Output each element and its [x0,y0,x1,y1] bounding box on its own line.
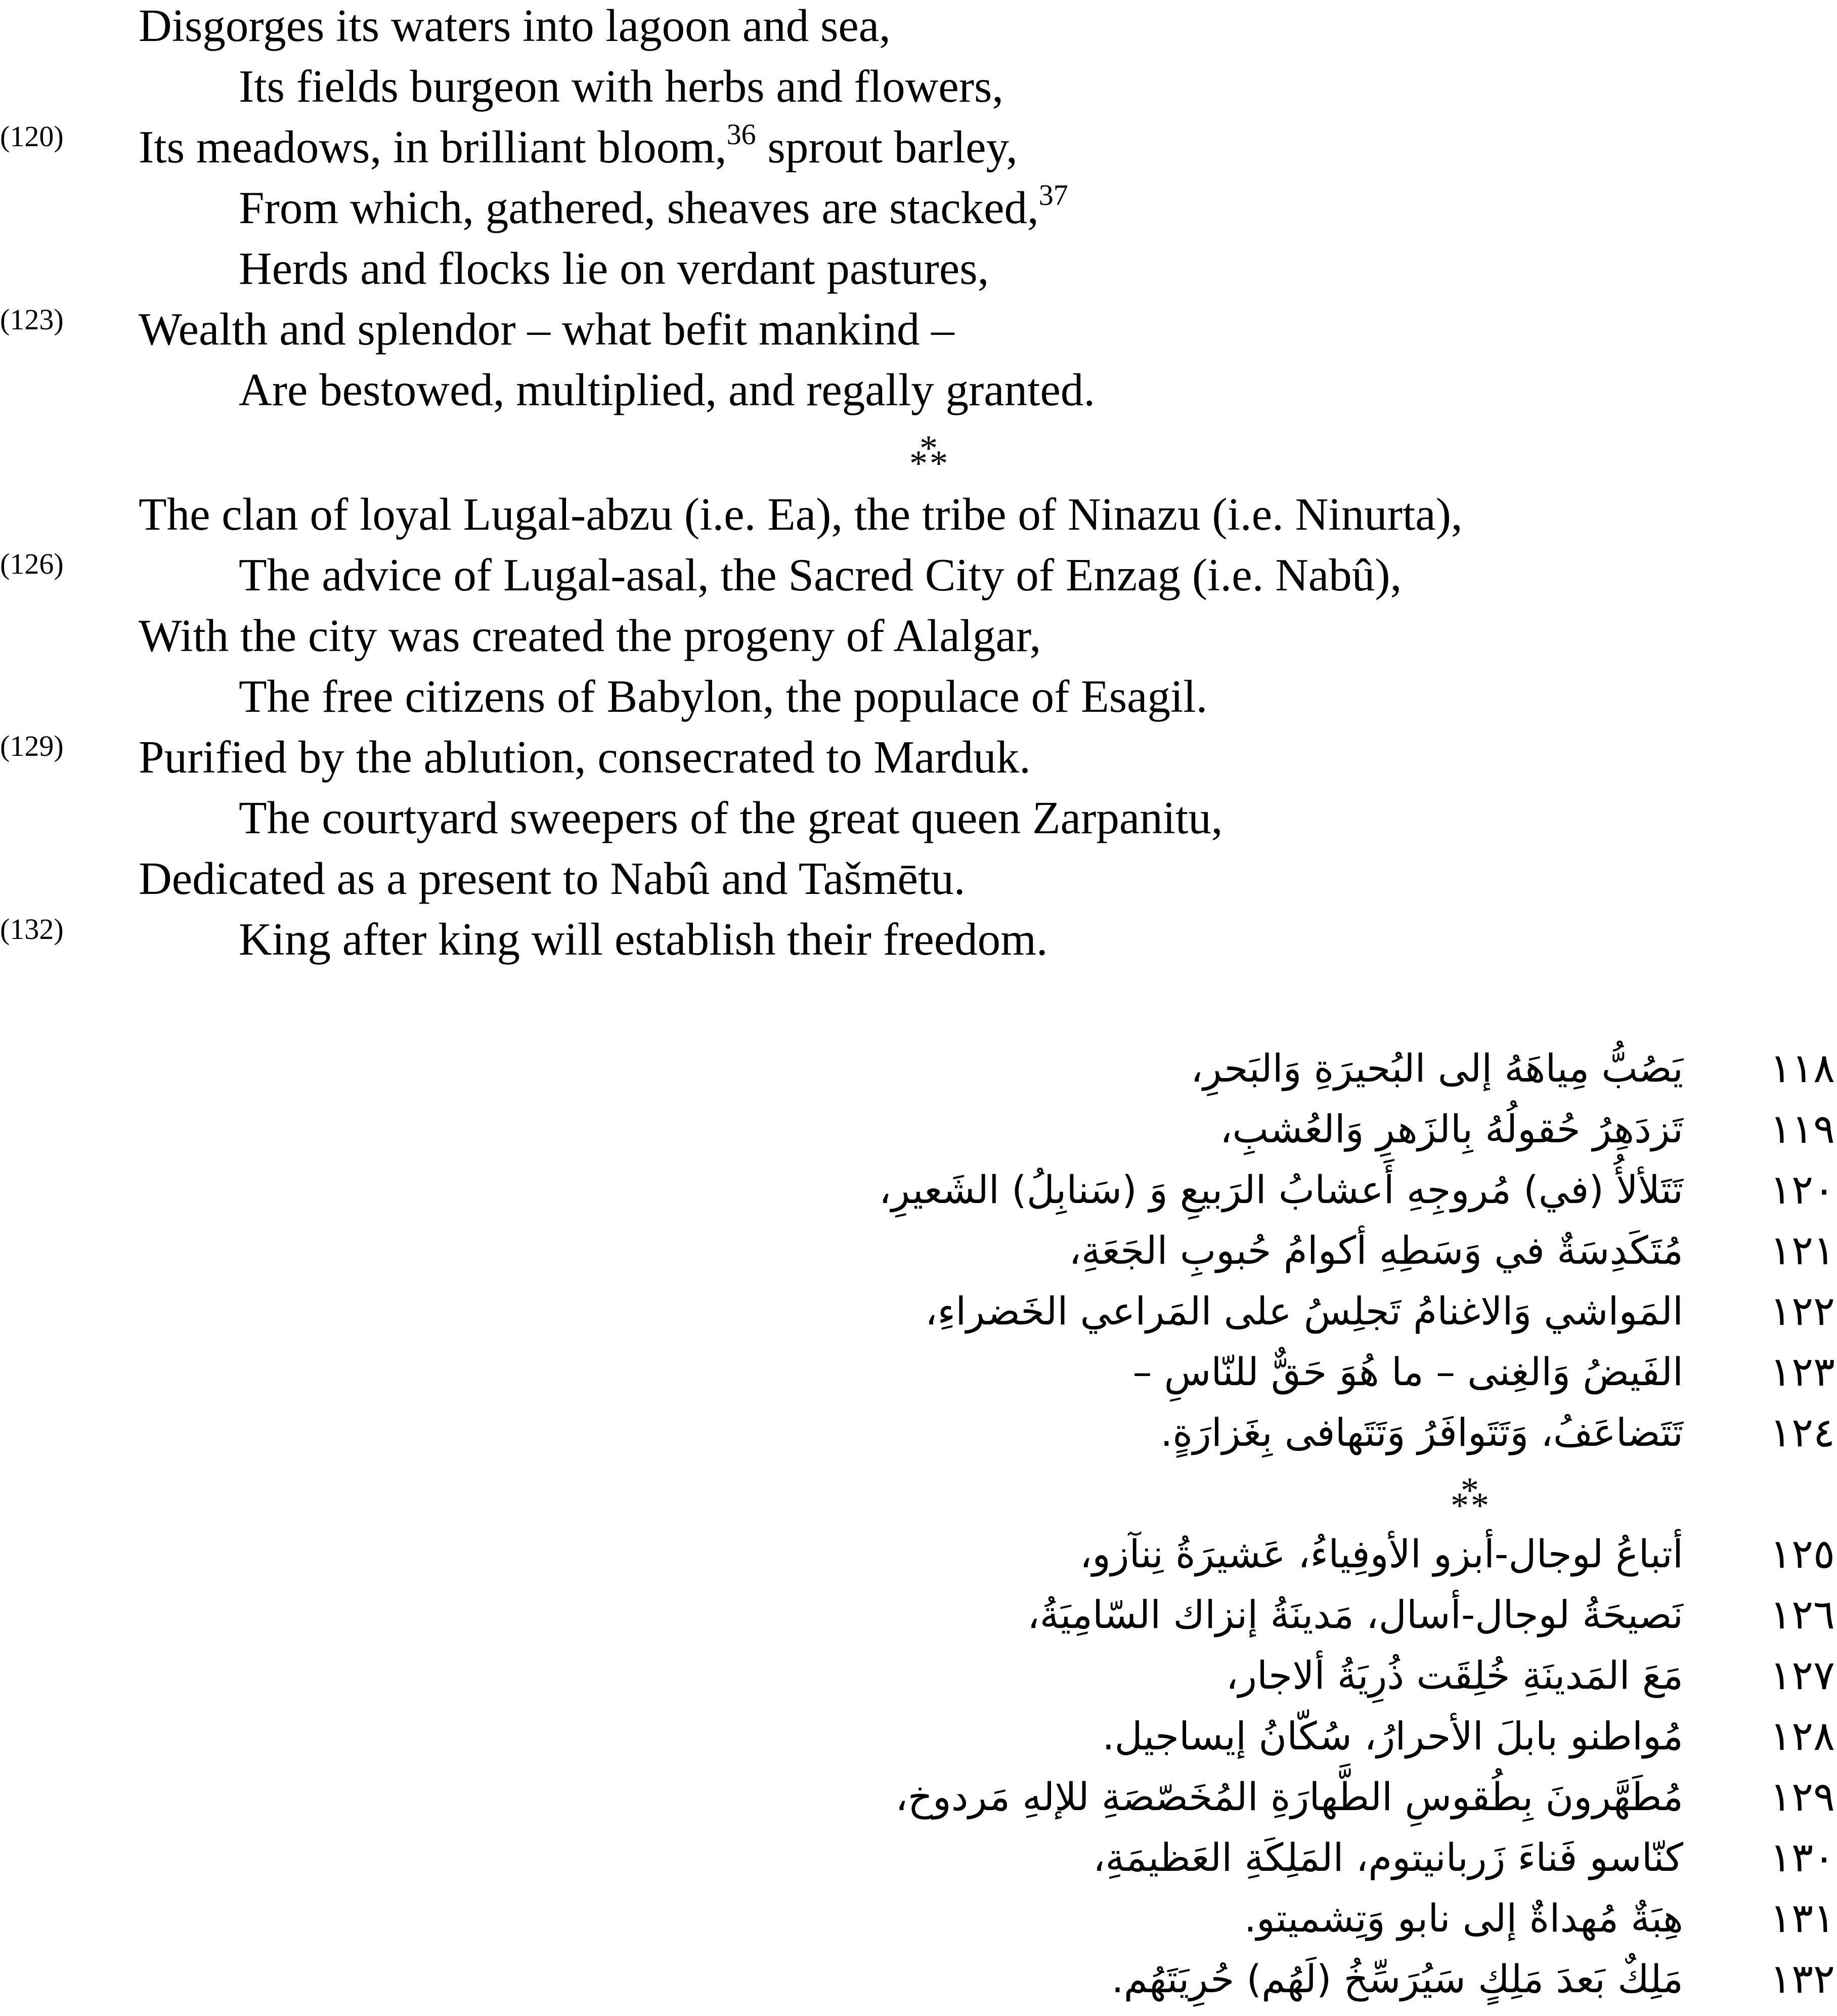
arabic-verse-line: مُطَهَّرونَ بِطُقوسِ الطَّهارَةِ المُخَصّصَةِ للإلهِ مَردوخ، [895,1774,1683,1819]
arabic-line-number: ١٣٢ [1770,1955,1835,2002]
line-number: (123) [0,303,64,336]
verse-text: King after king will establish their freedom. [239,914,1048,965]
verse-text: Purified by the ablution, consecrated to Marduk. [139,732,1031,783]
arabic-verse-line: كنّاسو فَناءَ زَربانيتوم، المَلِكَةِ العَظيمَةِ، [1092,1835,1683,1880]
arabic-verse-line: نَصيحَةُ لوجال-أسال، مَدينَةُ إنزاك السّامِيَةُ، [1027,1592,1683,1637]
arabic-line-number: ١٢٨ [1770,1712,1835,1760]
arabic-line-number: ١٢٢ [1770,1288,1835,1335]
line-number: (132) [0,913,64,946]
verse-text: The advice of Lugal-asal, the Sacred City of Enzag (i.e. Nabû), [239,549,1402,600]
arabic-verse-line: تَتَلألأُ (في) مُروجِهِ أَعشابُ الرَبيعِ وَ (سَنابِلُ) الشَعيرِ، [879,1167,1683,1212]
arabic-verse-line: تَزدَهِرُ حُقولُهُ بِالزَهرِ وَالعُشبِ، [1219,1106,1683,1151]
verse-line [139,727,1031,788]
verse-line [239,56,1003,117]
verse-text: Disgorges its waters into lagoon and sea, [139,0,891,51]
arabic-line-number: ١٢٩ [1770,1773,1835,1820]
asterism-divider: * * * [909,428,948,484]
arabic-line-number: ١١٨ [1770,1045,1835,1092]
arabic-line-number: ١١٩ [1770,1105,1835,1152]
verse-text: From which, gathered, sheaves are stacked, [239,182,1039,233]
verse-text: The free citizens of Babylon, the populace of Esagil. [239,671,1208,722]
line-number: (120) [0,120,64,153]
arabic-line-number: ١٢٦ [1770,1591,1835,1638]
arabic-line-number: ١٢٧ [1770,1652,1835,1699]
verse-line [139,117,1018,183]
verse-line [139,848,965,909]
arabic-line-number: ١٢٥ [1770,1530,1835,1577]
arabic-line-number: ١٣١ [1770,1895,1835,1942]
verse-text: Wealth and splendor – what befit mankind – [139,304,954,355]
verse-line [239,238,989,299]
verse-text: The courtyard sweepers of the great queen Zarpanitu, [239,792,1223,843]
verse-text: The clan of loyal Lugal-abzu (i.e. Ea), the tribe of Ninazu (i.e. Ninurta), [139,489,1463,540]
line-number: (126) [0,547,64,580]
arabic-line-number: ١٢٣ [1770,1348,1835,1395]
arabic-verse-line: مُواطنو بابلَ الأحرارُ، سُكّانُ إيساجيل. [1102,1713,1683,1758]
arabic-verse-line: أتباعُ لوجال-أبزو الأوفِياءُ، عَشيرَةُ نِنآزو، [1079,1531,1683,1576]
line-number: (129) [0,730,64,762]
verse-line [239,666,1207,727]
arabic-line-number: ١٣٠ [1770,1834,1835,1881]
verse-text: Its meadows, in brilliant bloom, [139,121,727,173]
arabic-verse-line: المَواشي وَالاغنامُ تَجلِسُ على المَراعي الخَضراءِ، [925,1289,1683,1334]
arabic-line-number: ١٢٤ [1770,1409,1835,1456]
verse-line [239,788,1223,848]
arabic-verse-line: يَصُبُّ مِياهَهُ إلى البُحيرَةِ وَالبَحرِ، [1191,1046,1683,1091]
verse-line [239,178,1068,244]
arabic-line-number: ١٢٠ [1770,1166,1835,1213]
verse-line [239,545,1402,606]
verse-text: Herds and flocks lie on verdant pastures, [239,243,989,294]
verse-text: sprout barley, [756,121,1018,173]
verse-line [239,909,1048,970]
arabic-verse-line: الفَيضُ وَالغِنى – ما هُوَ حَقٌّ للنّاسِ – [1132,1349,1683,1394]
arabic-line-number: ١٢١ [1770,1227,1835,1274]
verse-line [139,606,1041,666]
asterism-divider: * * * [1451,1470,1489,1526]
verse-text: Are bestowed, multiplied, and regally granted. [239,364,1096,415]
arabic-verse-line: مَلِكٌ بَعدَ مَلِكٍ سَيُرَسِّخُ (لَهُم) حُرِيَتَهُم. [1111,1956,1683,2001]
arabic-verse-line: تَتَضاعَفُ، وَتَتَوافَرُ وَتَتَهافى بِغَزارَةٍ. [1160,1410,1683,1455]
verse-text: Its fields burgeon with herbs and flowers, [239,61,1004,112]
verse-line [139,299,954,360]
arabic-verse-line: مَعَ المَدينَةِ خُلِقَت ذُرِيَةُ ألاجار، [1226,1653,1683,1698]
verse-text: Dedicated as a present to Nabû and Tašmētu. [139,853,966,904]
verse-line [139,0,891,56]
verse-line [139,484,1463,545]
footnote-ref: 37 [1038,179,1068,211]
arabic-verse-line: هِبَةٌ مُهداةٌ إلى نابو وَتِشميتو. [1244,1896,1683,1941]
footnote-ref: 36 [726,118,756,151]
arabic-verse-line: مُتَكَدِسَةٌ في وَسَطِهِ أكوامُ حُبوبِ الجَعَةِ، [1069,1228,1683,1273]
verse-text: With the city was created the progeny of Alalgar, [139,610,1041,661]
verse-line [239,360,1095,420]
